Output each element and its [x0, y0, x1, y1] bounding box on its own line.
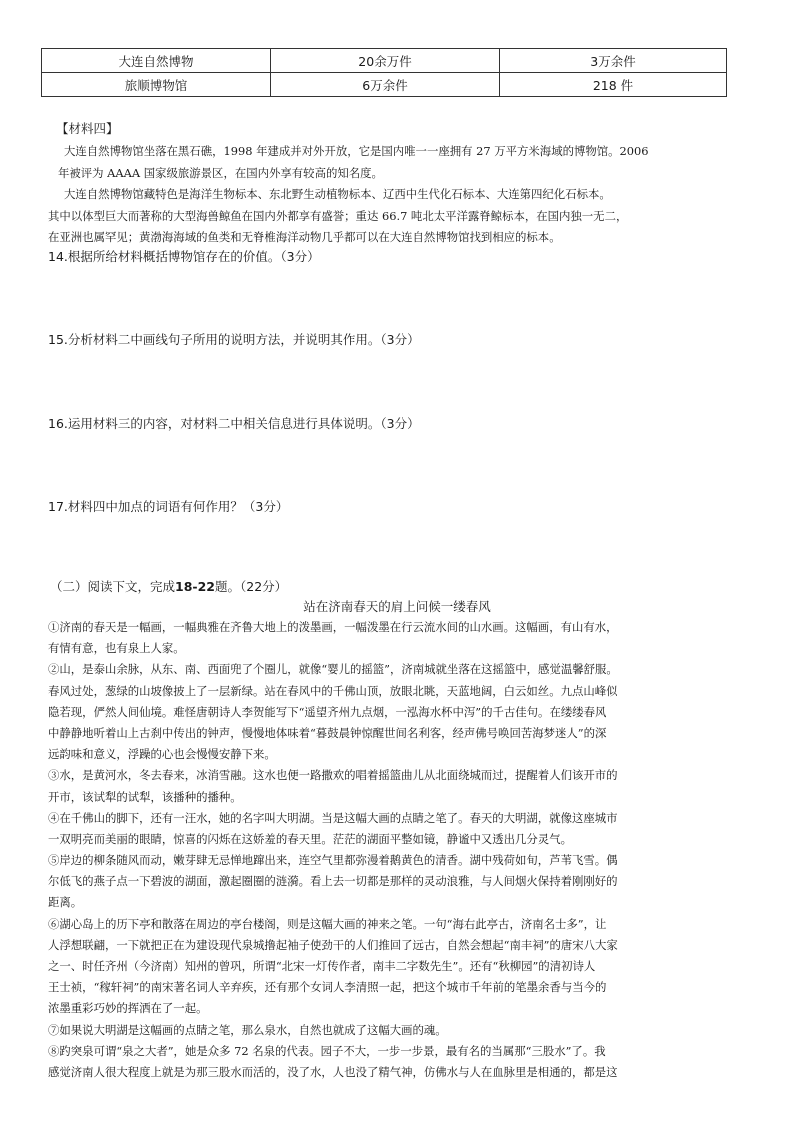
table-row	[42, 73, 727, 97]
essay-line: 浓墨重彩巧妙的挥洒在了一起。	[48, 1001, 208, 1016]
essay-line: 隐若现，俨然人间仙境。难怪唐朝诗人李贺能写下“遥望齐州九点烟，一泓海水杯中泻”的千古佳句。在缕缕春风	[48, 704, 607, 719]
essay-line: 春风过处，葱绿的山坡像披上了一层新绿。站在春风中的千佛山顶，放眼北眺，天蓝地阔，白云如丝。九点山峰似	[48, 683, 618, 698]
question-16: 16.运用材料三的内容，对材料二中相关信息进行具体说明。（3分）	[48, 416, 420, 431]
table-cell-count: 218 件	[500, 73, 727, 97]
essay-line: 之一、时任齐州（今济南）知州的曾巩，所谓“北宋一灯传作者，南丰二字数先生”。还有“秋柳园”的清初诗人	[48, 959, 596, 973]
museum-collection-table	[41, 48, 727, 97]
essay-line: 王士祯，“稼轩祠”的南宋著名词人辛弃疾，还有那个女词人李清照一起，把这个城市千年前的笔墨余香与当今的	[48, 980, 607, 995]
essay-line: ⑧趵突泉可谓“泉之大者”，她是众多 72 名泉的代表。园子不大，一步一步景，最有名的当属那“三股水”了。我	[48, 1043, 606, 1058]
table-cell-museum: 旅顺博物馆	[42, 73, 271, 97]
question-14: 14.根据所给材料概括博物馆存在的价值。（3分）	[48, 249, 320, 264]
text-line: 年被评为 AAAA 国家级旅游景区，在国内外享有较高的知名度。	[58, 165, 383, 180]
essay-line: 距离。	[48, 895, 83, 910]
text-line: 大连自然博物馆坐落在黑石礁，1998 年建成并对外开放，它是国内唯一一座拥有 27 万平方米海域的博物馆。2006	[64, 144, 649, 158]
essay-line: ⑤岸边的柳条随风而动，嫩芽肆无忌惮地蹿出来，连空气里都弥漫着鹅黄色的清香。湖中残荷如旬，芦苇飞雪。偶	[48, 853, 618, 868]
question-15: 15.分析材料二中画线句子所用的说明方法，并说明其作用。（3分）	[48, 332, 420, 347]
table-cell-count: 6万余件	[271, 73, 500, 97]
material-four-text	[48, 141, 758, 249]
essay-line: ④在千佛山的脚下，还有一汪水，她的名字叫大明湖。当是这幅大画的点睛之笔了。春天的大明湖，就像这座城市	[48, 810, 618, 825]
essay-line: 远韵味和意义，浮躁的心也会慢慢安静下来。	[48, 747, 276, 762]
essay-line: ③水，是黄河水，冬去春来，冰消雪融。这水也便一路撒欢的唱着摇篮曲儿从北面绕城而过，提醒着人们该开市的	[48, 768, 618, 783]
essay-body	[48, 617, 748, 1083]
essay-line: ⑥湖心岛上的历下亭和散落在周边的亭台楼阁，则是这幅大画的神来之笔。一句“海右此亭古，济南名士多”，让	[48, 916, 607, 931]
essay-line: 感觉济南人很大程度上就是为那三股水而活的，没了水，人也没了精气神，仿佛水与人在血脉里是相通的，都是这	[48, 1064, 618, 1079]
essay-line: ②山，是泰山余脉，从东、南、西面兜了个圈儿，就像“婴儿的摇篮”，济南城就坐落在这摇篮中，感觉温馨舒服。	[48, 662, 618, 677]
question-17: 17.材料四中加点的词语有何作用？（3分）	[48, 499, 289, 514]
essay-line: 开市，该试犁的试犁，该播种的播种。	[48, 789, 242, 804]
section-two-title	[50, 577, 287, 595]
table-cell-museum: 大连自然博物	[42, 49, 271, 73]
essay-line: 中静静地听着山上古刹中传出的钟声，慢慢地体味着“暮鼓晨钟惊醒世间名利客，经声佛号唤回苦海梦迷人”的深	[48, 725, 607, 740]
essay-line: 一双明亮而美丽的眼睛，惊喜的闪烁在这娇羞的春天里。茫茫的湖面平整如镜，静谧中又透出几分灵气。	[48, 831, 572, 846]
table-cell-count: 3万余件	[500, 49, 727, 73]
essay-line: 尔低飞的燕子点一下碧波的湖面，激起圈圈的涟漪。看上去一切都是那样的灵动浪雅，与人间烟火保持着刚刚好的	[48, 874, 618, 889]
section-prefix: （二）阅读下文，完成	[50, 579, 176, 594]
essay-title: 站在济南春天的肩上问候一缕春风	[303, 599, 491, 614]
table-cell-count: 20余万件	[271, 49, 500, 73]
essay-line: ⑦如果说大明湖是这幅画的点睛之笔，那么泉水，自然也就成了这幅大画的魂。	[48, 1022, 447, 1037]
essay-line: ①济南的春天是一幅画，一幅典雅在齐鲁大地上的泼墨画，一幅泼墨在行云流水间的山水画。这幅画，有山有水，	[48, 620, 618, 634]
section-suffix: 题。（22分）	[215, 579, 288, 594]
table-row	[42, 49, 727, 73]
material-four-heading: 【材料四】	[56, 121, 119, 136]
essay-line: 有情有意，也有泉上人家。	[48, 641, 185, 656]
text-line: 在亚洲也属罕见；黄渤海海域的鱼类和无脊椎海洋动物几乎都可以在大连自然博物馆找到相应的标本。	[48, 230, 561, 244]
section-range: 18-22	[175, 579, 215, 594]
text-line: 其中以体型巨大而著称的大型海兽鲸鱼在国内外都享有盛誉；重达 66.7 吨北太平洋露脊鲸标本，在国内独一无二，	[48, 208, 628, 223]
text-line: 大连自然博物馆藏特色是海洋生物标本、东北野生动植物标本、辽西中生代化石标本、大连第四纪化石标本。	[64, 187, 611, 201]
essay-line: 人浮想联翩，一下就把正在为建设现代泉城撸起袖子使劲干的人们推回了远古，自然会想起“南丰祠”的唐宋八大家	[48, 937, 618, 952]
